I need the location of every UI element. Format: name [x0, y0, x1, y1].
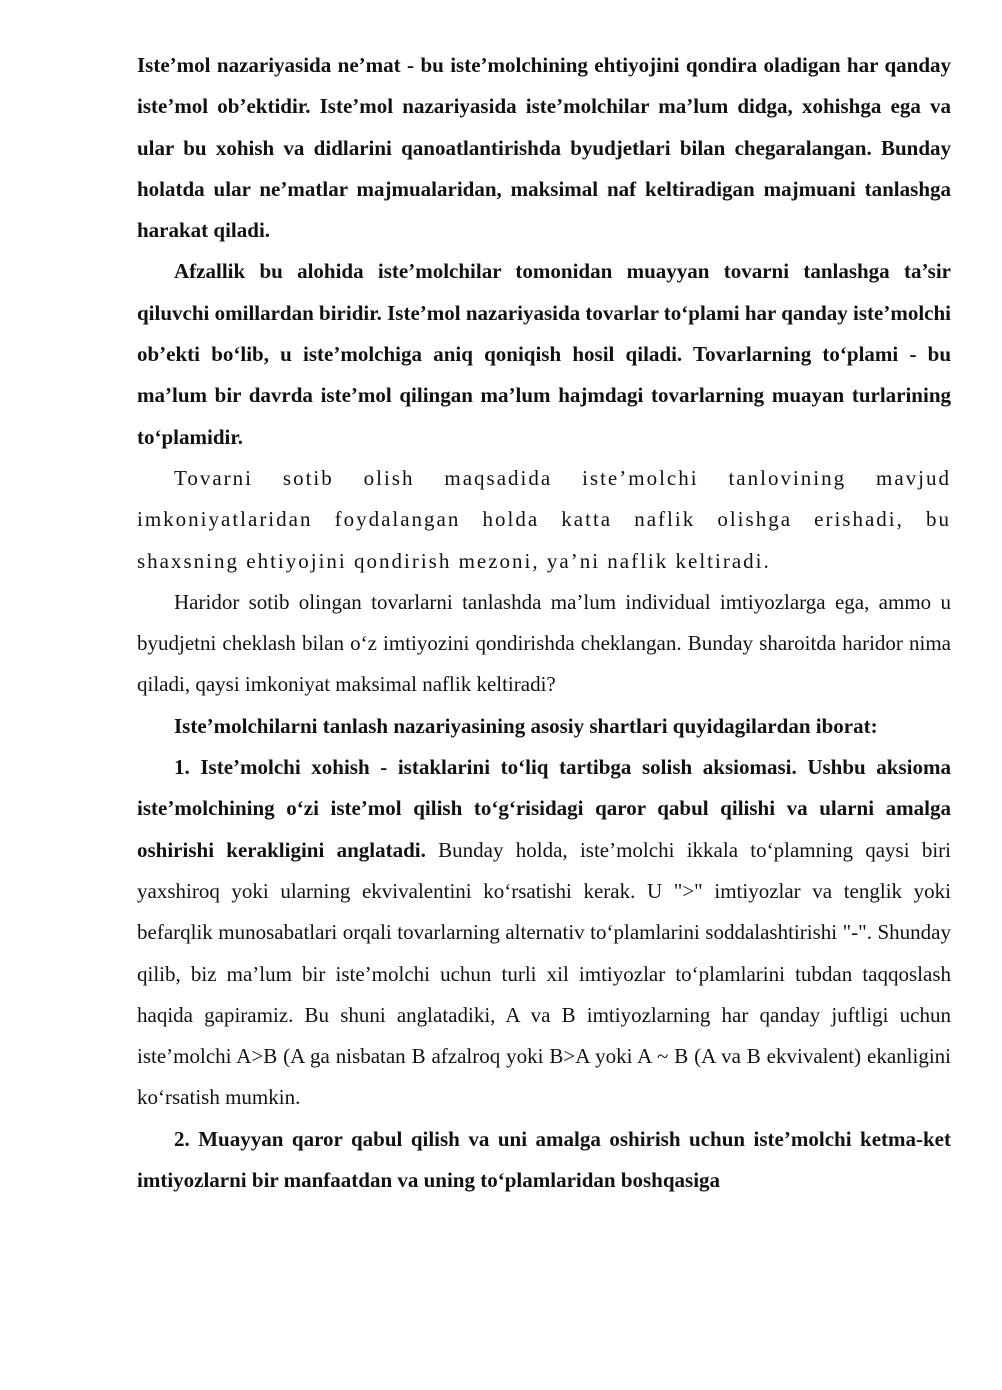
paragraph-axiom-2: 2. Muayyan qaror qabul qilish va uni amalga oshirish uchun iste’molchi ketma-ket imtiyozlarni bir manfaatdan va uning to‘plamlaridan boshqasiga [137, 1126, 951, 1193]
paragraph-theory-conditions: Iste’molchilarni tanlash nazariyasining asosiy shartlari quyidagilardan iborat: [174, 713, 878, 738]
axiom-1-heading: 1. Iste’molchi xohish - istaklarini to‘liq tartibga solish aksiomasi. Ushbu aksioma iste’molchining o‘zi iste’mol qilish to‘g‘risidagi qaror qabul qilishi va ularni amalga oshirishi kerakligini anglatadi. [137, 755, 951, 862]
document-page [137, 45, 951, 1201]
paragraph-purchase-goal: Tovarni sotib olish maqsadida iste’molchi tanlovining mavjud imkoniyatlaridan foydalangan holda katta naflik olishga erishadi, bu shaxsning ehtiyojini qondirish mezoni, ya’ni naflik keltiradi. [137, 465, 951, 573]
paragraph-consumer-goods: Iste’mol nazariyasida ne’mat - bu iste’molchining ehtiyojini qondira oladigan har qanday iste’mol ob’ektidir. Iste’mol nazariyasida iste’molchilar ma’lum didga, xohishga ega va ular bu xohish va didlarini qanoatlantirishda byudjetlari bilan chegaralangan. Bunday holatda ular ne’matlar majmualaridan, maksimal naf keltiradigan majmuani tanlashga harakat qiladi. [137, 53, 951, 243]
paragraph-axiom-1 [137, 747, 951, 1119]
paragraph-buyer-budget: Haridor sotib olingan tovarlarni tanlashda ma’lum individual imtiyozlarga ega, ammo u byudjetni cheklash bilan o‘z imtiyozini qondirishda cheklangan. Bunday sharoitda haridor nima qiladi, qaysi imkoniyat maksimal naflik keltiradi? [137, 589, 951, 697]
paragraph-preference: Afzallik bu alohida iste’molchilar tomonidan muayyan tovarni tanlashga ta’sir qiluvchi omillardan biridir. Iste’mol nazariyasida tovarlar to‘plami har qanday iste’molchi ob’ekti bo‘lib, u iste’molchiga aniq qoniqish hosil qiladi. Tovarlarning to‘plami - bu ma’lum bir davrda iste’mol qilingan ma’lum hajmdagi tovarlarning muayan turlarining to‘plamidir. [137, 259, 951, 449]
axiom-1-body: Bunday holda, iste’molchi ikkala to‘plamning qaysi biri yaxshiroq yoki ularning ekvivalentini ko‘rsatishi kerak. U ">" imtiyozlar va tenglik yoki befarqlik munosabatlari orqali tovarlarning alternativ to‘plamlarini soddalashtirishi "-". Shunday qilib, biz ma’lum bir iste’molchi uchun turli xil imtiyozlar to‘plamlarini tubdan taqqoslash haqida gapiramiz. Bu shuni anglatadiki, A va B imtiyozlarning har qanday juftligi uchun iste’molchi A>B (A ga nisbatan B afzalroq yoki B>A yoki A ~ B (A va B ekvivalent) ekanligini ko‘rsatish mumkin. [137, 837, 951, 1110]
